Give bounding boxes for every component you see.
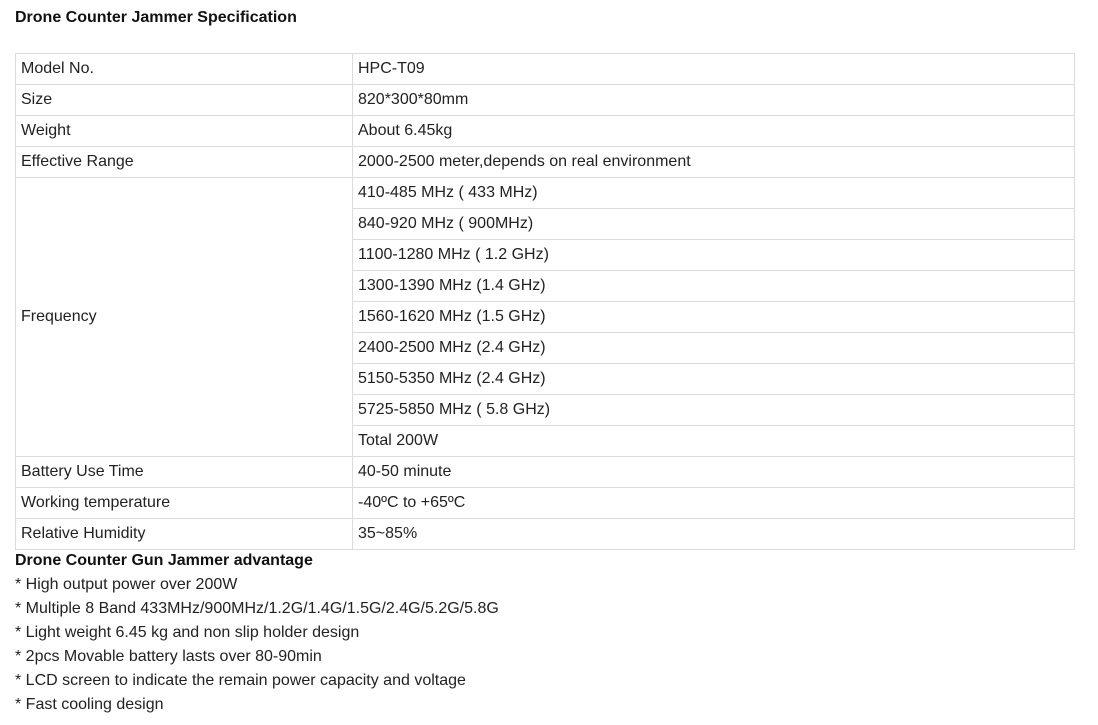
table-row xyxy=(16,54,1075,85)
size-value: 820*300*80mm xyxy=(353,85,1075,116)
list-item: * High output power over 200W xyxy=(15,576,238,593)
page-title: Drone Counter Jammer Specification xyxy=(15,9,297,26)
list-item: * 2pcs Movable battery lasts over 80-90min xyxy=(15,648,322,665)
model-value: HPC-T09 xyxy=(353,54,1075,85)
frequency-total: Total 200W xyxy=(353,426,1075,457)
size-label: Size xyxy=(16,85,353,116)
table-row xyxy=(16,147,1075,178)
frequency-value: 2400-2500 MHz (2.4 GHz) xyxy=(353,333,1075,364)
battery-value: 40-50 minute xyxy=(353,457,1075,488)
frequency-value: 1300-1390 MHz (1.4 GHz) xyxy=(353,271,1075,302)
frequency-value: 5725-5850 MHz ( 5.8 GHz) xyxy=(353,395,1075,426)
table-row xyxy=(16,178,1075,209)
table-row xyxy=(16,457,1075,488)
weight-value: About 6.45kg xyxy=(353,116,1075,147)
humidity-value: 35~85% xyxy=(353,519,1075,550)
temperature-value: -40ºC to +65ºC xyxy=(353,488,1075,519)
table-row xyxy=(16,116,1075,147)
frequency-value: 1560-1620 MHz (1.5 GHz) xyxy=(353,302,1075,333)
frequency-label: Frequency xyxy=(16,178,353,457)
frequency-value: 410-485 MHz ( 433 MHz) xyxy=(353,178,1075,209)
advantage-list xyxy=(15,576,499,720)
frequency-value: 840-920 MHz ( 900MHz) xyxy=(353,209,1075,240)
table-row xyxy=(16,519,1075,550)
spec-table xyxy=(15,53,1075,550)
humidity-label: Relative Humidity xyxy=(16,519,353,550)
weight-label: Weight xyxy=(16,116,353,147)
battery-label: Battery Use Time xyxy=(16,457,353,488)
range-label: Effective Range xyxy=(16,147,353,178)
advantage-title: Drone Counter Gun Jammer advantage xyxy=(15,552,313,569)
model-label: Model No. xyxy=(16,54,353,85)
frequency-value: 1100-1280 MHz ( 1.2 GHz) xyxy=(353,240,1075,271)
list-item: * LCD screen to indicate the remain power capacity and voltage xyxy=(15,672,466,689)
table-row xyxy=(16,488,1075,519)
list-item: * Light weight 6.45 kg and non slip holder design xyxy=(15,624,360,641)
temperature-label: Working temperature xyxy=(16,488,353,519)
list-item: * Multiple 8 Band 433MHz/900MHz/1.2G/1.4G/1.5G/2.4G/5.2G/5.8G xyxy=(15,600,499,617)
list-item: * Fast cooling design xyxy=(15,696,164,713)
table-row xyxy=(16,85,1075,116)
range-value: 2000-2500 meter,depends on real environment xyxy=(353,147,1075,178)
frequency-value: 5150-5350 MHz (2.4 GHz) xyxy=(353,364,1075,395)
